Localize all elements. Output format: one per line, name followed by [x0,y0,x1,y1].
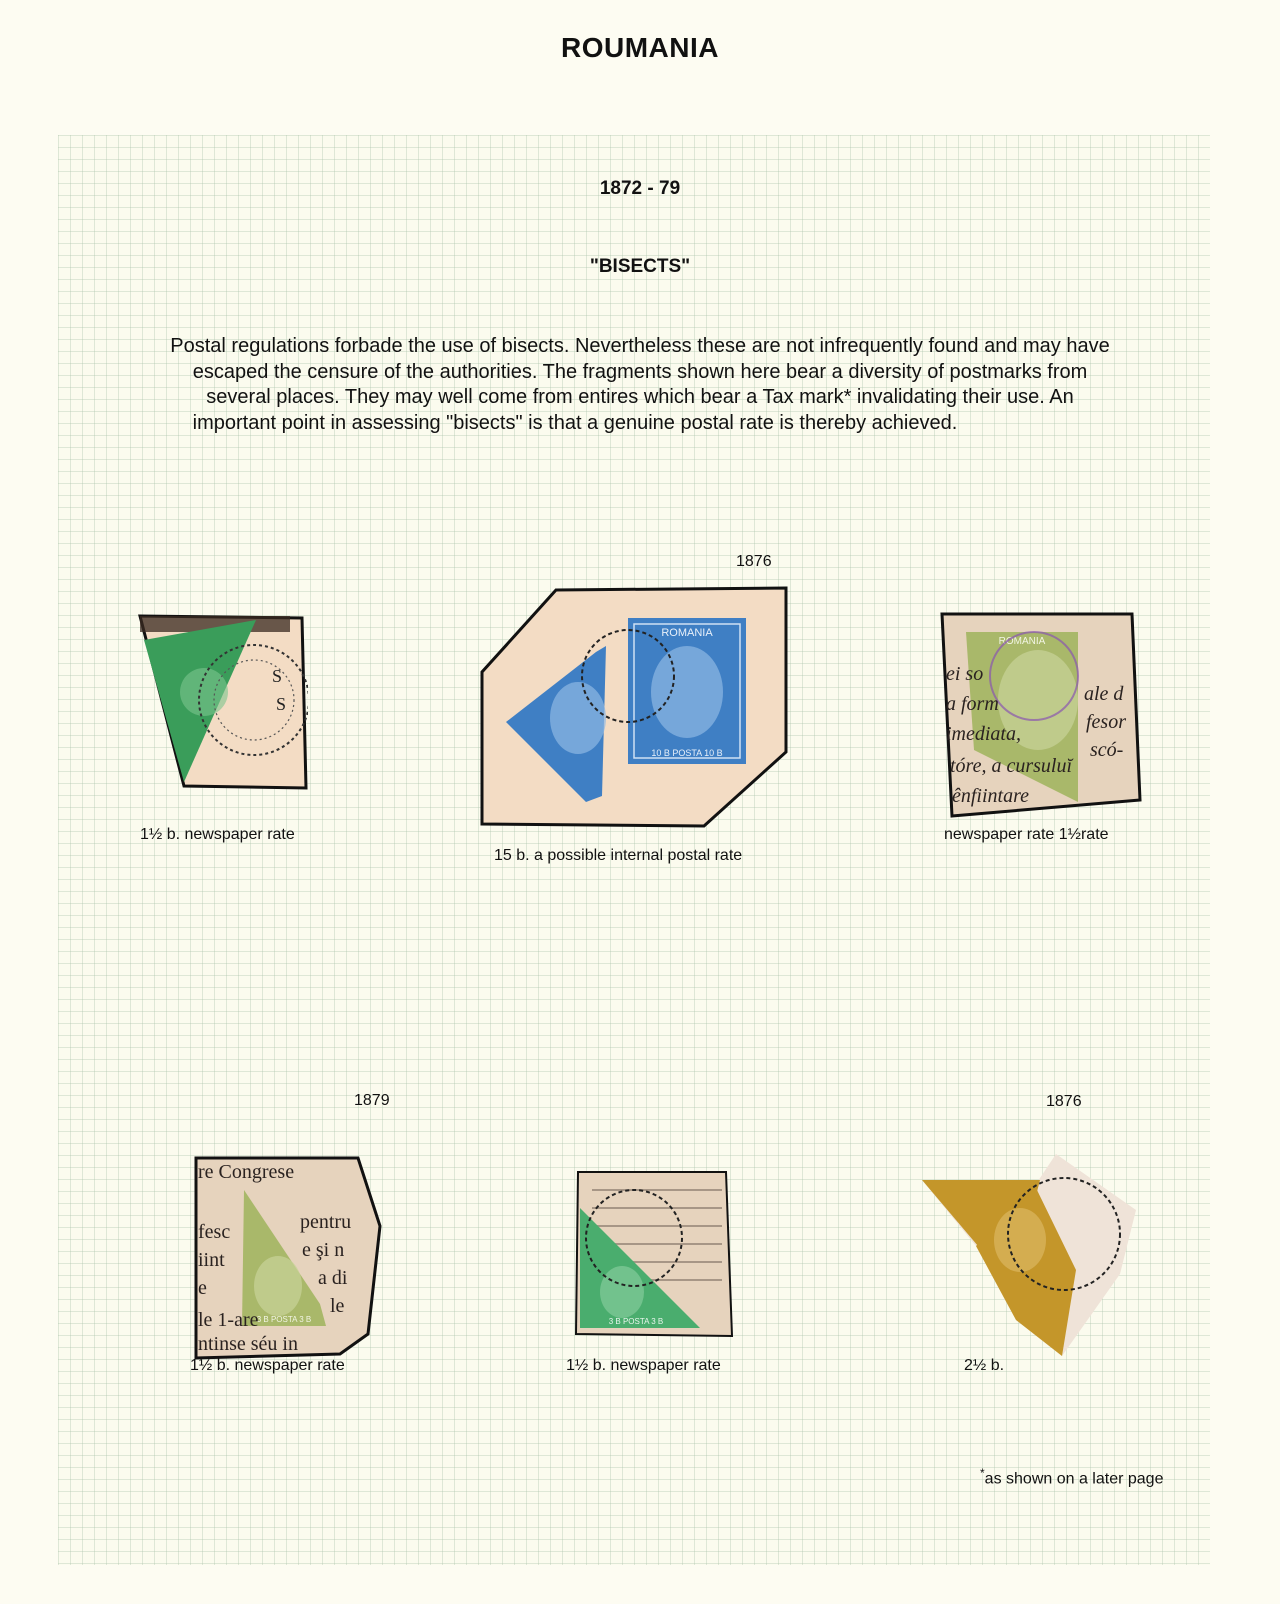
newspaper-text: pentru [300,1211,352,1233]
stamp-value-text: 10 B POSTA 10 B [651,748,723,758]
newspaper-text: re Congrese [198,1161,295,1183]
newspaper-text: tóre, a cursuluĭ [950,755,1073,777]
newspaper-text: a form [946,693,999,715]
newspaper-text: scó- [1090,739,1124,761]
newspaper-text: le 1-are [198,1309,259,1331]
stamp-fragment-3 [938,610,1142,820]
year-label-6: 1876 [1046,1093,1082,1110]
caption-6: 2½ b. [964,1357,1005,1374]
newspaper-text: fesor [1086,711,1126,733]
newspaper-text: a di [318,1267,348,1289]
intro-line: Postal regulations forbade the use of bisects. Nevertheless these are not infrequently found and may have [170,335,1110,357]
newspaper-text: iint [198,1249,225,1271]
year-label-2: 1876 [736,553,772,570]
stamp-inscription: ROMANIA [998,636,1046,647]
caption-4: 1½ b. newspaper rate [190,1357,345,1374]
svg-text:S: S [276,694,287,714]
footnote [980,1466,1163,1488]
stamp-value-text: 3 B POSTA 3 B [256,1315,312,1324]
caption-3: newspaper rate 1½rate [944,826,1109,843]
newspaper-text: e şi n [302,1239,345,1261]
newspaper-text: ênfiintare [952,785,1030,807]
newspaper-text: fesc [198,1221,231,1243]
intro-paragraph [90,334,1190,436]
newspaper-text: ale d [1084,683,1124,705]
stamp-fragment-4 [192,1154,384,1362]
caption-1: 1½ b. newspaper rate [140,826,295,843]
svg-text:S: S [272,666,283,686]
stamp-fragment-2 [478,586,790,830]
footnote-text: as shown on a later page [984,1470,1164,1488]
newspaper-text: le [330,1295,345,1317]
stamp-value-text: 3 B POSTA 3 B [608,1317,664,1326]
stamp-inscription: ROMANIA [661,627,713,639]
newspaper-text: e [198,1277,207,1299]
intro-line: escaped the censure of the authorities. The fragments shown here bear a diversity of postmarks from [192,360,1088,383]
newspaper-text: ntinse séu in [198,1333,298,1355]
newspaper-text: ei so [946,663,984,685]
period-heading: 1872 - 79 [599,178,681,199]
intro-line: several places. They may well come from entires which bear a Tax mark* invalidating their use. An [206,386,1074,408]
caption-2: 15 b. a possible internal postal rate [494,847,743,864]
stamp-fragment-1 [136,612,308,790]
stamp-fragment-6 [916,1150,1146,1366]
caption-5: 1½ b. newspaper rate [566,1357,721,1374]
section-heading: "BISECTS" [589,256,691,277]
footnote-marker: * [980,1466,985,1480]
intro-line: important point in assessing "bisects" is that a genuine postal rate is thereby achieved. [192,411,958,434]
newspaper-text: imediata, [946,723,1021,745]
stamp-fragment-5 [572,1168,736,1340]
year-label-4: 1879 [354,1092,390,1109]
page-title: ROUMANIA [561,32,719,63]
